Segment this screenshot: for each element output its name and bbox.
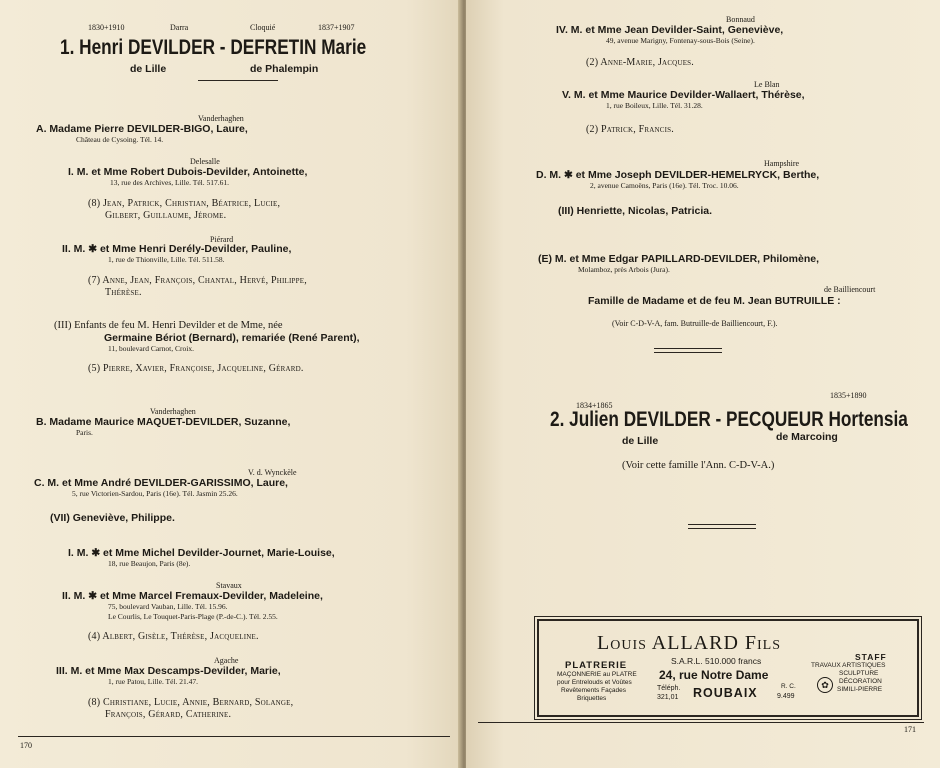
left-page — [0, 0, 462, 768]
advertisement — [537, 619, 919, 717]
cross-reference: (Voir C-D-V-A, fam. Butruille-de Bailliencourt, F.). — [612, 319, 778, 328]
entry-name: Famille de Madame et de feu M. Jean BUTRUILLE : — [588, 295, 841, 307]
advert-rc-label: R. C. — [781, 683, 796, 690]
title-rule — [198, 80, 278, 81]
maiden-cloquie: Cloquié — [250, 23, 276, 32]
dates-julien: 1834+1865 — [576, 401, 613, 410]
entry-address: 2, avenue Camoëns, Paris (16e). Tél. Troc. 10.06. — [590, 181, 739, 190]
origin-marcoing: de Marcoing — [776, 431, 838, 443]
maiden-name: Delesalle — [190, 157, 220, 166]
children-list: (5) Pierre, Xavier, Françoise, Jacqueline, Gérard. — [88, 363, 304, 374]
origin-phalempin: de Phalempin — [250, 63, 319, 75]
advert-left-line: Revêtements Façades — [561, 687, 627, 694]
advert-right-line: TRAVAUX ARTISTIQUES — [811, 662, 886, 669]
family-title-2: 2. Julien DEVILDER - PECQUEUR Hortensia — [550, 408, 908, 431]
dates-hortensia: 1835+1890 — [830, 391, 867, 400]
origin-lille: de Lille — [622, 435, 659, 447]
page-number: 170 — [20, 741, 32, 750]
advert-right-line: SCULPTURE — [839, 670, 879, 677]
maiden-name: Le Blan — [754, 80, 780, 89]
maiden-name: Bonnaud — [726, 15, 755, 24]
maiden-name: Hampshire — [764, 159, 800, 168]
entry-address: 5, rue Victorien-Sardou, Paris (16e). Tél. Jasmin 25.26. — [72, 489, 238, 498]
entry-address: 75, boulevard Vauban, Lille. Tél. 15.96. — [108, 602, 228, 611]
dates-marie: 1837+1907 — [318, 23, 355, 32]
entry-name: A. Madame Pierre DEVILDER-BIGO, Laure, — [36, 123, 248, 135]
children-list: (2) Anne-Marie, Jacques. — [586, 57, 694, 68]
maiden-name: Piérard — [210, 235, 234, 244]
maiden-name: de Bailliencourt — [824, 285, 876, 294]
children-list: Gilbert, Guillaume, Jérome. — [105, 210, 227, 221]
entry-line: Germaine Bériot (Bernard), remariée (René Parent), — [104, 332, 360, 344]
advert-right-line: DÉCORATION — [839, 678, 882, 685]
entry-address: 18, rue Beaujon, Paris (8e). — [108, 559, 191, 568]
entry-name: II. M. ✱ et Mme Henri Derély-Devilder, Pauline, — [62, 243, 292, 255]
advert-phone-label: Téléph. — [657, 685, 681, 692]
advert-company-name: Louis ALLARD Fils — [597, 632, 782, 654]
children-list: (7) Anne, Jean, François, Chantal, Hervé, Philippe, — [88, 275, 307, 286]
advert-capital: S.A.R.L. 510.000 francs — [671, 656, 762, 666]
advert-rc: 9.499 — [777, 693, 795, 700]
medal-icon: ✿ — [817, 677, 833, 693]
cross-reference: (Voir cette famille l'Ann. C-D-V-A.) — [622, 460, 775, 471]
footer-rule — [478, 722, 924, 723]
maiden-name: Stavaux — [216, 581, 242, 590]
entry-name: IV. M. et Mme Jean Devilder-Saint, Geneviève, — [556, 24, 784, 36]
maiden-name: Vanderhaghen — [198, 114, 244, 123]
children-list: (4) Albert, Gisèle, Thérèse, Jacqueline. — [88, 631, 259, 642]
footer-rule — [18, 736, 450, 737]
children-list: (8) Christiane, Lucie, Annie, Bernard, Solange, — [88, 697, 294, 708]
entry-name: (III) Enfants de feu M. Henri Devilder et de Mme, née — [54, 320, 283, 331]
entry-address: 49, avenue Marigny, Fontenay-sous-Bois (Seine). — [606, 36, 755, 45]
entry-address: Château de Cysoing. Tél. 14. — [76, 135, 164, 144]
entry-name: V. M. et Mme Maurice Devilder-Wallaert, Thérèse, — [562, 89, 805, 101]
children-list: (III) Henriette, Nicolas, Patricia. — [558, 205, 713, 217]
entry-address: 11, boulevard Carnot, Croix. — [108, 344, 194, 353]
entry-name: D. M. ✱ et Mme Joseph DEVILDER-HEMELRYCK, Berthe, — [536, 169, 820, 181]
entry-address: 1, rue Patou, Lille. Tél. 21.47. — [108, 677, 199, 686]
dates-henri: 1830+1910 — [88, 23, 125, 32]
advert-left-line: MAÇONNERIE au PLATRE — [557, 671, 637, 678]
entry-address: 13, rue des Archives, Lille. Tél. 517.61. — [110, 178, 230, 187]
family-title-1: 1. Henri DEVILDER - DEFRETIN Marie — [60, 36, 367, 59]
advert-left-line: pour Entrelouds et Voûtes — [557, 679, 632, 686]
entry-address: Paris. — [76, 428, 93, 437]
children-list: François, Gérard, Catherine. — [105, 709, 232, 720]
children-list: (VII) Geneviève, Philippe. — [50, 512, 175, 524]
maiden-name: Vanderhaghen — [150, 407, 196, 416]
entry-name: II. M. ✱ et Mme Marcel Fremaux-Devilder, Madeleine, — [62, 590, 323, 602]
advert-city: ROUBAIX — [693, 686, 758, 700]
entry-name: (E) M. et Mme Edgar PAPILLARD-DEVILDER, Philomène, — [538, 253, 819, 265]
advert-right-line: SIMILI-PIERRE — [837, 686, 883, 693]
advert-address: 24, rue Notre Dame — [659, 668, 769, 682]
entry-address: 1, rue de Thionville, Lille. Tél. 511.58. — [108, 255, 225, 264]
children-list: Thérèse. — [105, 287, 142, 298]
advert-right-title: STAFF — [855, 652, 887, 662]
entry-address: Molamboz, près Arbois (Jura). — [578, 265, 670, 274]
entry-address: 1, rue Boileux, Lille. Tél. 31.28. — [606, 101, 703, 110]
entry-name: I. M. et Mme Robert Dubois-Devilder, Antoinette, — [68, 166, 308, 178]
maiden-darra: Darra — [170, 23, 189, 32]
advert-phone: 321,01 — [657, 694, 679, 701]
entry-name: I. M. ✱ et Mme Michel Devilder-Journet, Marie-Louise, — [68, 547, 335, 559]
page-number: 171 — [904, 725, 916, 734]
entry-name: C. M. et Mme André DEVILDER-GARISSIMO, Laure, — [34, 477, 288, 489]
section-rule — [654, 348, 722, 353]
origin-lille: de Lille — [130, 63, 167, 75]
entry-address: Le Courlis, Le Touquet-Paris-Plage (P.-de-C.). Tél. 2.55. — [108, 612, 278, 621]
section-rule — [688, 524, 756, 529]
advert-left-title: PLATRERIE — [565, 660, 628, 671]
maiden-name: V. d. Wynckèle — [248, 468, 297, 477]
maiden-name: Agache — [214, 656, 239, 665]
advert-left-line: Briquettes — [577, 695, 607, 702]
entry-name: B. Madame Maurice MAQUET-DEVILDER, Suzanne, — [36, 416, 291, 428]
entry-name: III. M. et Mme Max Descamps-Devilder, Marie, — [56, 665, 281, 677]
children-list: (8) Jean, Patrick, Christian, Béatrice, Lucie, — [88, 198, 281, 209]
children-list: (2) Patrick, Francis. — [586, 124, 674, 135]
